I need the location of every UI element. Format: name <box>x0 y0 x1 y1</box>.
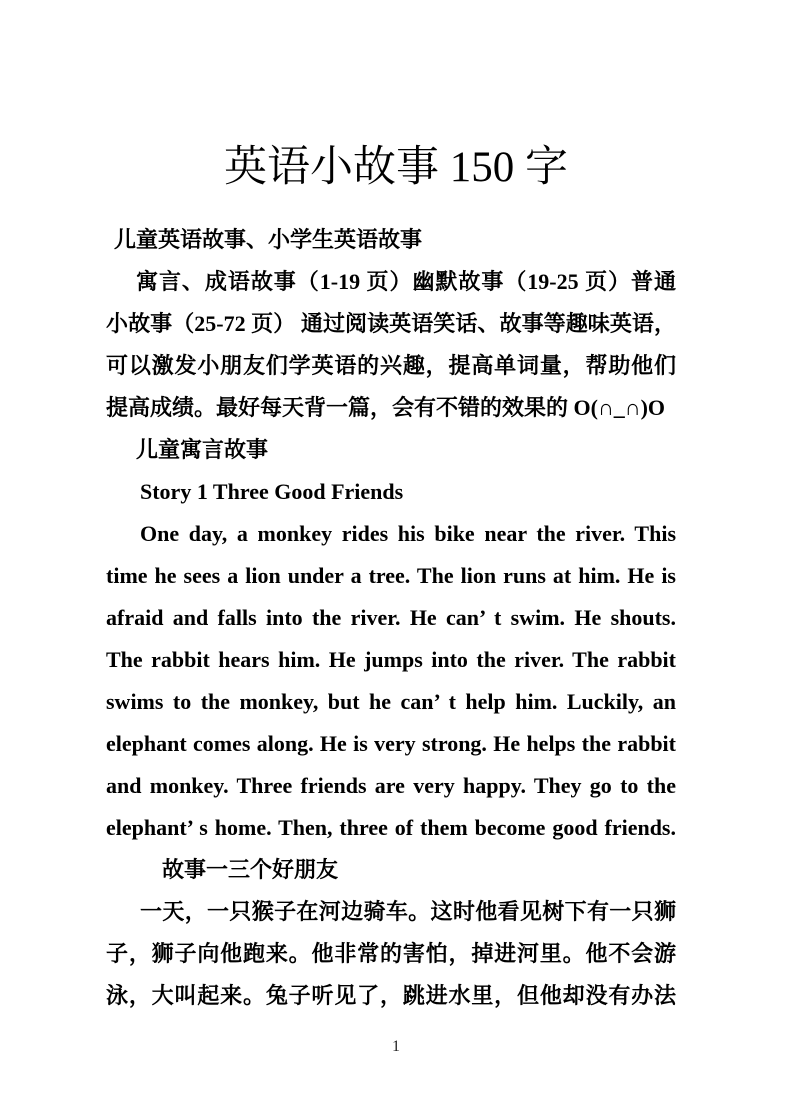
text-line: 小故事（25-72 页） 通过阅读英语笑话、故事等趣味英语， <box>106 311 676 336</box>
document-body <box>106 219 676 1017</box>
text-line: swims to the monkey, but he can’ t help him. Luckily, an <box>106 689 676 714</box>
text-line: One day, a monkey rides his bike near the river. This <box>140 521 676 546</box>
text-line: 子，狮子向他跑来。他非常的害怕，掉进河里。他不会游 <box>106 941 676 966</box>
text-line: The rabbit hears him. He jumps into the river. The rabbit <box>106 647 676 672</box>
text-line: 儿童英语故事、小学生英语故事 <box>114 227 423 252</box>
page-title: 英语小故事 150 字 <box>224 144 568 191</box>
page-number: 1 <box>392 1038 400 1055</box>
text-line: 可以激发小朋友们学英语的兴趣，提高单词量，帮助他们 <box>106 353 676 378</box>
text-line: 寓言、成语故事（1-19 页）幽默故事（19-25 页）普通 <box>136 269 676 294</box>
text-line: afraid and falls into the river. He can’ t swim. He shouts. <box>106 605 676 630</box>
text-line: 泳，大叫起来。兔子听见了，跳进水里，但他却没有办法 <box>106 983 676 1008</box>
text-line: time he sees a lion under a tree. The lion runs at him. He is <box>106 563 676 588</box>
text-line: elephant comes along. He is very strong. He helps the rabbit <box>106 731 676 756</box>
text-line: 一天，一只猴子在河边骑车。这时他看见树下有一只狮 <box>140 899 676 924</box>
text-line: and monkey. Three friends are very happy. They go to the <box>106 773 676 798</box>
text-line: 儿童寓言故事 <box>136 437 269 462</box>
text-line: Story 1 Three Good Friends <box>140 479 404 504</box>
text-line: 故事一三个好朋友 <box>162 857 339 882</box>
text-line: elephant’ s home. Then, three of them become good friends. <box>106 815 676 840</box>
text-line: 提高成绩。最好每天背一篇，会有不错的效果的 O(∩_∩)O <box>106 395 666 420</box>
